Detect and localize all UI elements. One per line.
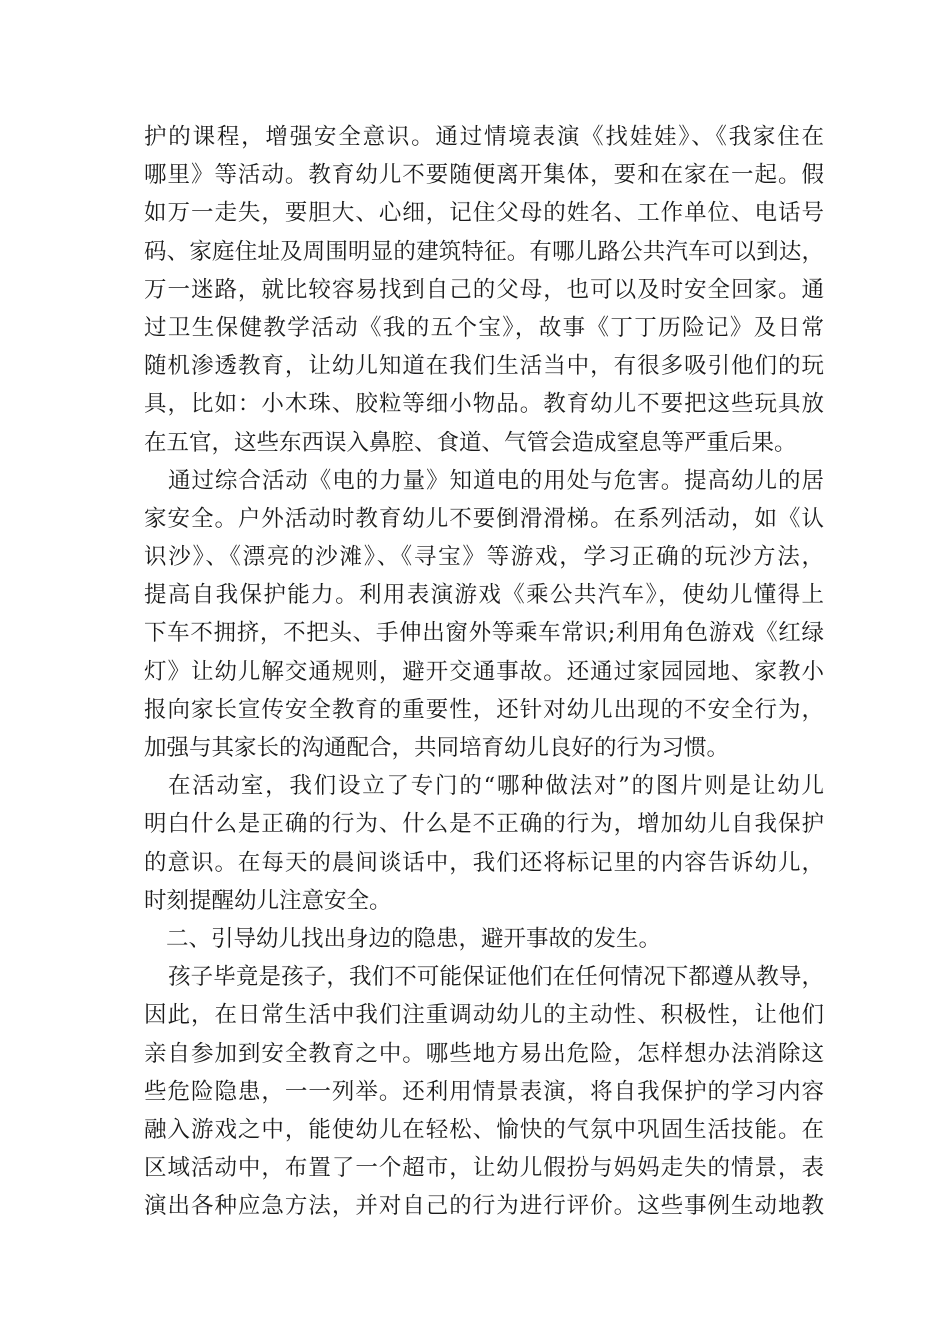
paragraph-end-line: 加强与其家长的沟通配合，共同培育幼儿良好的行为习惯。 <box>144 735 730 761</box>
text-line: 亲自参加到安全教育之中。哪些地方易出危险，怎样想办法消除这 <box>144 1040 824 1067</box>
body-text <box>144 118 824 1225</box>
text-line: 过卫生保健教学活动《我的五个宝》，故事《丁丁历险记》及日常 <box>144 314 824 341</box>
text-line: 下车不拥挤，不把头、手伸出窗外等乘车常识;利用角色游戏《红绿 <box>144 620 824 647</box>
text-line: 护的课程，增强安全意识。通过情境表演《找娃娃》、《我家住在 <box>144 124 824 150</box>
text-line: 如万一走失，要胆大、心细，记住父母的姓名、工作单位、电话号 <box>144 200 824 227</box>
text-line: 融入游戏之中，能使幼儿在轻松、愉快的气氛中巩固生活技能。在 <box>144 1116 824 1143</box>
text-line: 演出各种应急方法，并对自己的行为进行评价。这些事例生动地教 <box>144 1193 824 1220</box>
paragraph-first-line: 通过综合活动《电的力量》知道电的用处与危害。提高幼儿的居 <box>168 467 824 494</box>
text-line: 哪里》等活动。教育幼儿不要随便离开集体，要和在家在一起。假 <box>144 162 824 189</box>
text-line: 万一迷路，就比较容易找到自己的父母，也可以及时安全回家。通 <box>144 276 824 303</box>
paragraph-end-line: 在五官，这些东西误入鼻腔、食道、气管会造成窒息等严重后果。 <box>144 429 797 456</box>
text-line: 码、家庭住址及周围明显的建筑特征。有哪儿路公共汽车可以到达， <box>144 238 824 265</box>
paragraph-first-line: 在活动室，我们设立了专门的“哪种做法对”的图片则是让幼儿 <box>168 773 824 800</box>
paragraph-first-line: 孩子毕竟是孩子，我们不可能保证他们在任何情况下都遵从教导， <box>168 964 824 991</box>
text-line: 提高自我保护能力。利用表演游戏《乘公共汽车》，使幼儿懂得上 <box>144 582 824 609</box>
text-line: 因此，在日常生活中我们注重调动幼儿的主动性、积极性，让他们 <box>144 1002 824 1029</box>
paragraph-end-line: 时刻提醒幼儿注意安全。 <box>144 887 392 914</box>
text-line: 灯》让幼儿解交通规则，避开交通事故。还通过家园园地、家教小 <box>144 658 824 685</box>
text-line: 识沙》、《漂亮的沙滩》、《寻宝》等游戏，学习正确的玩沙方法， <box>144 544 824 571</box>
text-line: 家安全。户外活动时教育幼儿不要倒滑滑梯。在系列活动，如《认 <box>144 505 824 532</box>
text-line: 明白什么是正确的行为、什么是不正确的行为，增加幼儿自我保护 <box>144 811 824 838</box>
text-line: 具，比如：小木珠、胶粒等细小物品。教育幼儿不要把这些玩具放 <box>144 391 824 418</box>
text-line: 些危险隐患，一一列举。还利用情景表演，将自我保护的学习内容 <box>144 1078 824 1105</box>
text-line: 随机渗透教育，让幼儿知道在我们生活当中，有很多吸引他们的玩 <box>144 353 824 380</box>
text-line: 区域活动中，布置了一个超市，让幼儿假扮与妈妈走失的情景，表 <box>144 1155 824 1182</box>
text-line: 的意识。在每天的晨间谈话中，我们还将标记里的内容告诉幼儿， <box>144 849 824 876</box>
section-heading: 二、引导幼儿找出身边的隐患，避开事故的发生。 <box>166 925 662 952</box>
text-line: 报向家长宣传安全教育的重要性，还针对幼儿出现的不安全行为， <box>144 696 824 723</box>
